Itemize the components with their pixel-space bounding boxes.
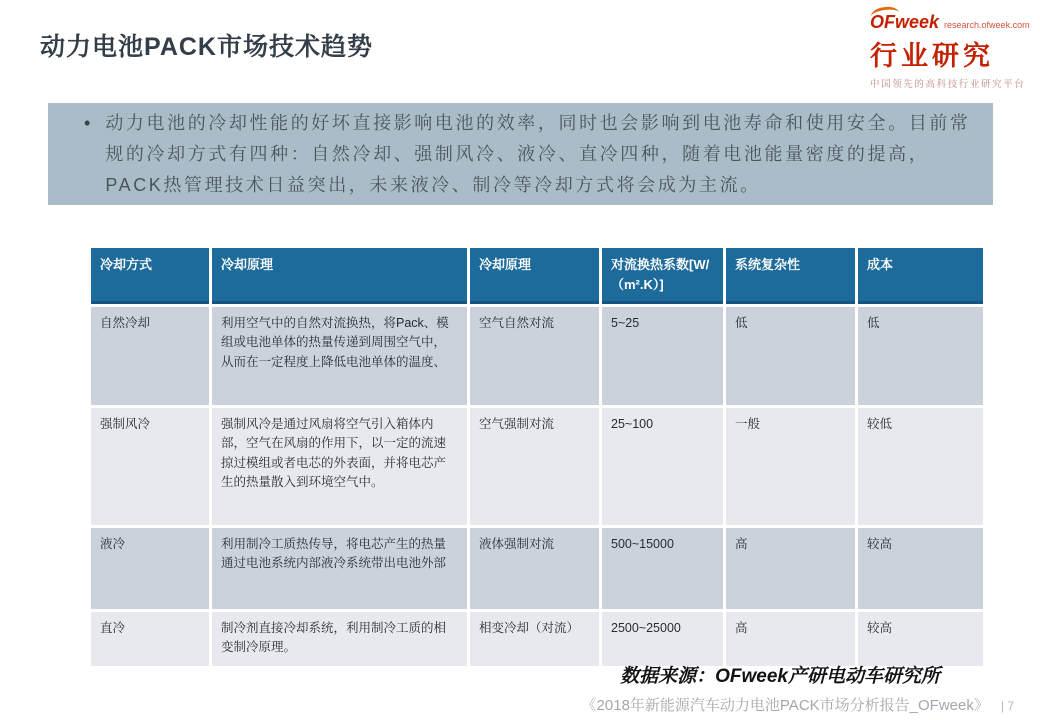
table-cell: 空气自然对流 <box>470 307 599 405</box>
cooling-methods-table <box>88 245 986 669</box>
logo-tagline-text: 中国领先的高科技行业研究平台 <box>870 79 1026 90</box>
table-cell: 500~15000 <box>602 528 723 609</box>
table-cell: 较低 <box>858 408 983 525</box>
table-cell: 强制风冷是通过风扇将空气引入箱体内部，空气在风扇的作用下，以一定的流速掠过模组或者电芯的外表面，并将电芯产生的热量散入到环境空气中。 <box>212 408 467 525</box>
table-cell: 制冷剂直接冷却系统，利用制冷工质的相变制冷原理。 <box>212 612 467 666</box>
data-source-note: 数据来源：OFweek产研电动车研究所 <box>620 666 940 687</box>
header-cell-cooling-method: 冷却方式 <box>91 248 209 304</box>
table-row-forced-air-cooling <box>91 408 983 525</box>
page-divider: | <box>1000 699 1004 713</box>
table-cell: 相变冷却（对流） <box>470 612 599 666</box>
table-cell: 高 <box>726 612 855 666</box>
table-cell: 直冷 <box>91 612 209 666</box>
logo-brand-text: OFweek <box>870 12 940 32</box>
table-row-natural-cooling <box>91 307 983 405</box>
page-number: 7 <box>1007 699 1014 713</box>
table-cell: 自然冷却 <box>91 307 209 405</box>
table-cell: 液体强制对流 <box>470 528 599 609</box>
table-cell: 高 <box>726 528 855 609</box>
table-cell: 25~100 <box>602 408 723 525</box>
header-cell-cooling-principle: 冷却原理 <box>212 248 467 304</box>
summary-text: 动力电池的冷却性能的好坏直接影响电池的效率，同时也会影响到电池寿命和使用安全。目前常规的冷却方式有四种：自然冷却、强制风冷、液冷、直冷四种，随着电池能量密度的提高，PACK热管理技术日益突出，未来液冷、制冷等冷却方式将会成为主流。 <box>105 113 971 195</box>
header-cell-cost: 成本 <box>858 248 983 304</box>
header-cell-heat-transfer-coefficient: 对流换热系数[W/（m².K）] <box>602 248 723 304</box>
table-cell: 利用空气中的自然对流换热，将Pack、模组或电池单体的热量传递到周围空气中，从而在一定程度上降低电池单体的温度、 <box>212 307 467 405</box>
table-cell: 一般 <box>726 408 855 525</box>
table-cell: 5~25 <box>602 307 723 405</box>
page-title: 动力电池PACK市场技术趋势 <box>40 33 373 61</box>
table-cell: 低 <box>726 307 855 405</box>
header-cell-system-complexity: 系统复杂性 <box>726 248 855 304</box>
table-cell: 低 <box>858 307 983 405</box>
header-cell-cooling-principle-2: 冷却原理 <box>470 248 599 304</box>
logo-division-text: 行业研究 <box>870 41 994 71</box>
table-cell: 较高 <box>858 612 983 666</box>
table-cell: 较高 <box>858 528 983 609</box>
table-cell: 液冷 <box>91 528 209 609</box>
page-indicator <box>1001 699 1014 713</box>
logo-site-url: research.ofweek.com <box>944 20 1030 30</box>
logo-top-row <box>870 12 1030 33</box>
table-cell: 利用制冷工质热传导，将电芯产生的热量通过电池系统内部液冷系统带出电池外部 <box>212 528 467 609</box>
table-cell: 空气强制对流 <box>470 408 599 525</box>
table-header-row <box>91 248 983 304</box>
table-cell: 2500~25000 <box>602 612 723 666</box>
ofweek-logo <box>870 12 1030 90</box>
summary-callout <box>48 103 993 205</box>
table-row-liquid-cooling <box>91 528 983 609</box>
table-row-direct-cooling <box>91 612 983 666</box>
report-title: 《2018年新能源汽车动力电池PACK市场分析报告_OFweek》 <box>581 697 989 714</box>
bullet-marker: • <box>84 113 91 133</box>
slide-footer <box>582 694 1014 715</box>
table-cell: 强制风冷 <box>91 408 209 525</box>
